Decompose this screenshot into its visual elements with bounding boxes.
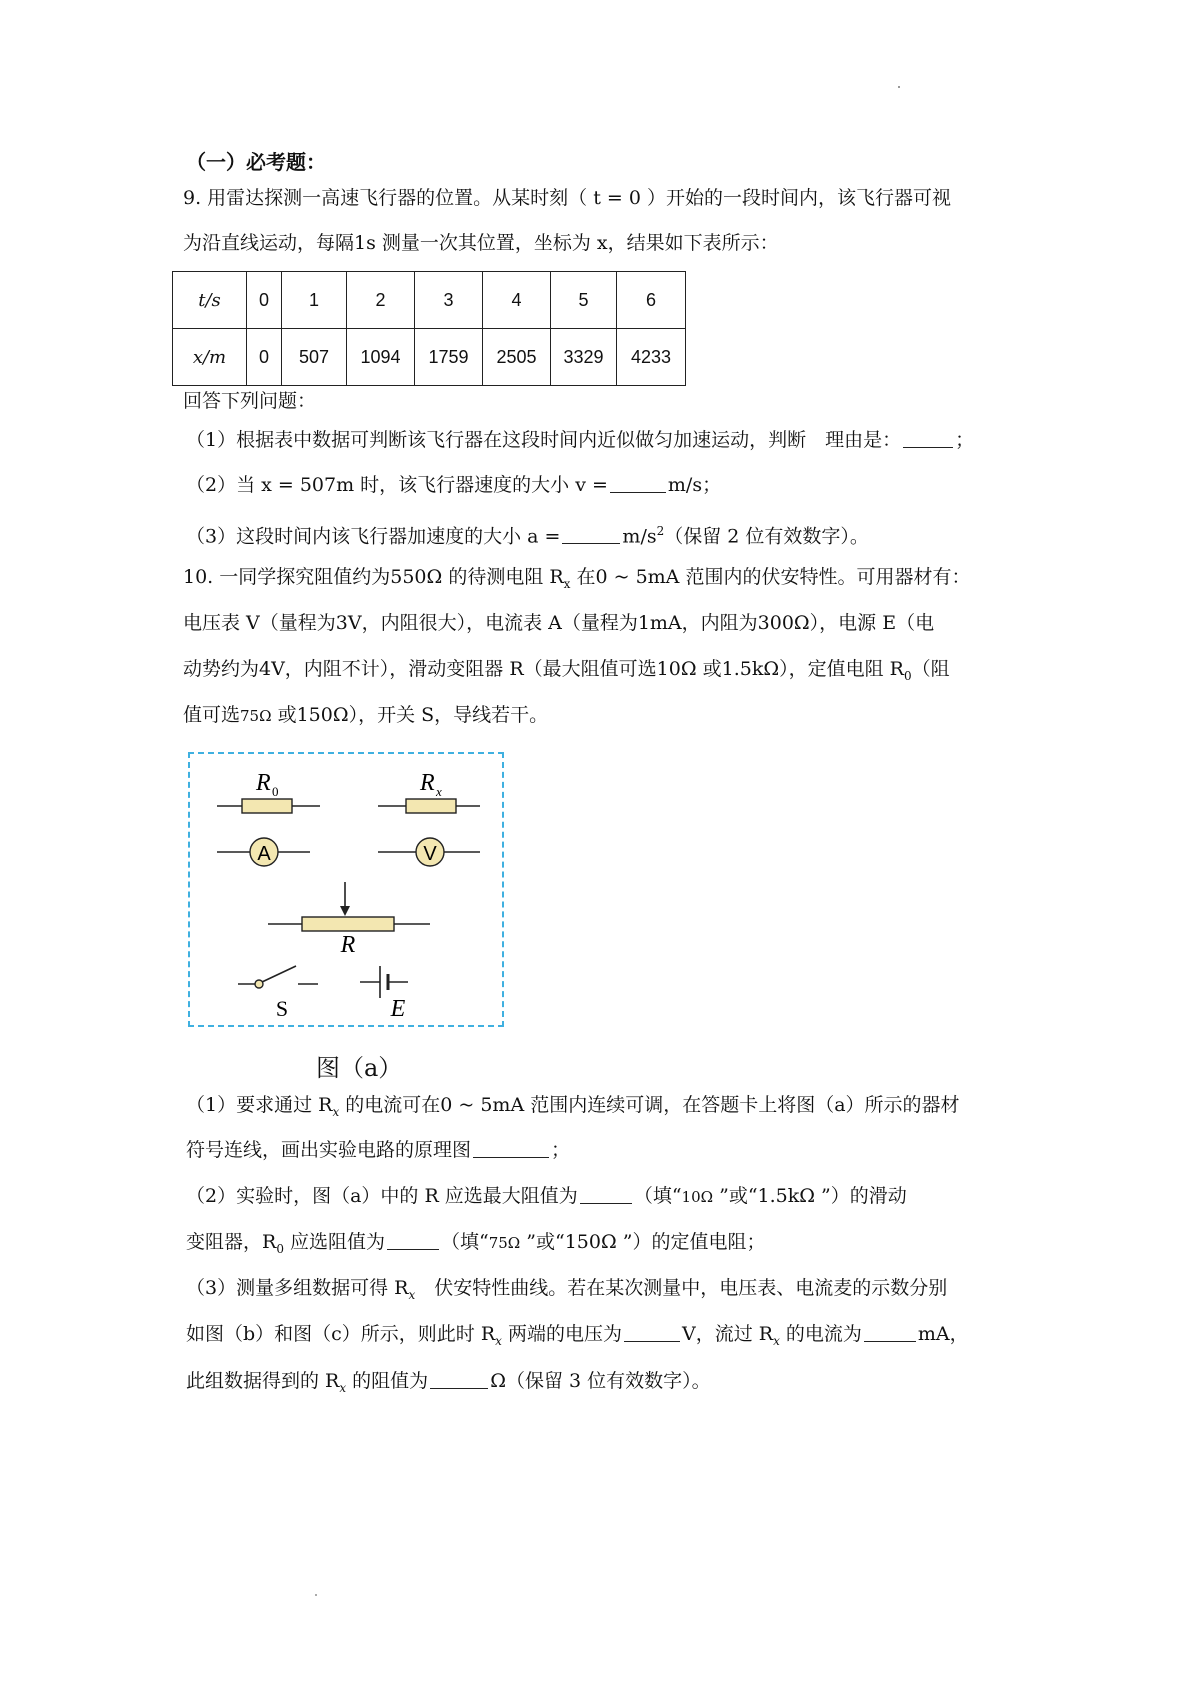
- resistor-rx-symbol: [378, 799, 480, 813]
- table-header-x: x/m: [173, 329, 247, 386]
- section-heading: （一）必考题：: [186, 150, 326, 174]
- q9-sub1-text: （1）根据表中数据可判断该飞行器在这段时间内近似做匀加速运动，判断 理由是：: [186, 429, 902, 451]
- q9-sub3-sup: 2: [656, 524, 665, 538]
- q10-sub2-l2-text-d: ”或“150Ω ”）的定值电阻；: [520, 1231, 766, 1253]
- q9-sub1: [186, 425, 974, 455]
- q10-sub3-text: （3）测量多组数据可得 R: [186, 1277, 409, 1299]
- label-r: R: [340, 932, 356, 958]
- subscript: x: [773, 1334, 780, 1348]
- q10-sub3-l2-text-e: mA，: [917, 1323, 969, 1345]
- q10-sub3-l3-text-c: Ω（保留 3 位有效数字）。: [490, 1370, 711, 1392]
- subscript: 0: [903, 669, 912, 683]
- table-cell: 0: [247, 272, 282, 329]
- battery-symbol: [360, 966, 408, 998]
- q9-sub1-end: ；: [955, 429, 975, 451]
- q10-line3-text-b: （阻: [911, 658, 950, 680]
- figure-a-caption: 图（a）: [316, 1054, 403, 1082]
- q10-sub3-l3-text-b: 的阻值为: [346, 1370, 429, 1392]
- label-r0: R: [256, 770, 271, 796]
- q9-prompt: 回答下列问题：: [183, 390, 317, 412]
- subscript: x: [495, 1334, 502, 1348]
- label-s: S: [275, 996, 289, 1021]
- answer-blank[interactable]: [562, 525, 620, 544]
- circuit-symbols-figure: [190, 754, 502, 1025]
- q9-data-table: [172, 271, 686, 386]
- q9-line1: 9. 用雷达探测一高速飞行器的位置。从某时刻（ t = 0 ）开始的一段时间内，该飞行器可视: [183, 187, 951, 209]
- q10-sub3-l2-text-c: V，流过 R: [681, 1323, 774, 1345]
- q10-sub1-l2-end: ；: [551, 1139, 571, 1161]
- q10-sub3-line2: [186, 1319, 969, 1356]
- q10-sub1-text: （1）要求通过 R: [186, 1094, 333, 1116]
- table-cell: 1: [282, 272, 347, 329]
- q10-sub1-line2: [186, 1135, 570, 1165]
- q10-sub1-line1: [186, 1090, 960, 1127]
- q9-sub3-text: （3）这段时间内该飞行器加速度的大小 a =: [186, 525, 561, 548]
- subscript: x: [563, 577, 571, 591]
- q10-line3: [183, 654, 950, 691]
- answer-blank[interactable]: [903, 429, 953, 448]
- table-cell: 1094: [347, 329, 415, 386]
- q10-sub1-text-b: 的电流可在0 ~ 5mA 范围内连续可调，在答题卡上将图（a）所示的器材: [339, 1094, 960, 1116]
- figure-a-box: [188, 752, 504, 1027]
- subscript: x: [339, 1381, 347, 1395]
- q10-line4-small: 75Ω: [240, 707, 272, 725]
- q9-sub3: [186, 516, 869, 551]
- label-rx: R: [420, 770, 435, 796]
- q10-line2: 电压表 V（量程为3V，内阻很大），电流表 A（量程为1mA，内阻为300Ω），电源 E（电: [183, 612, 935, 634]
- answer-blank[interactable]: [387, 1231, 439, 1250]
- q10-sub2-l2-text-c: （填“: [441, 1231, 489, 1253]
- q10-line4: [183, 700, 548, 731]
- q10-sub2-l2-small: 75Ω: [488, 1234, 521, 1252]
- answer-blank[interactable]: [430, 1370, 488, 1389]
- q10-sub2-l2-text-b: 应选阻值为: [283, 1231, 385, 1253]
- q10-sub2-text-c: ”或“1.5kΩ ”）的滑动: [713, 1185, 907, 1207]
- q10-sub3-line3: [186, 1366, 711, 1403]
- table-cell: 2505: [483, 329, 551, 386]
- q10-line3-text: 动势约为4V，内阻不计），滑动变阻器 R（最大阻值可选10Ω 或1.5kΩ），定值电阻 R: [183, 658, 904, 680]
- q10-sub2-small: 10Ω: [681, 1188, 714, 1206]
- rheostat-symbol: [268, 882, 430, 931]
- table-cell: 0: [247, 329, 282, 386]
- table-cell: 4: [483, 272, 551, 329]
- q10-line1-text: 10. 一同学探究阻值约为550Ω 的待测电阻 R: [183, 566, 564, 588]
- q10-sub3-line1: [186, 1273, 947, 1310]
- switch-symbol: [238, 966, 318, 988]
- subscript: x: [332, 1105, 340, 1119]
- subscript: x: [408, 1288, 416, 1302]
- q10-sub1-l2-text: 符号连线，画出实验电路的原理图: [186, 1139, 472, 1161]
- table-cell: 2: [347, 272, 415, 329]
- q9-line2: 为沿直线运动，每隔1s 测量一次其位置，坐标为 x，结果如下表所示：: [183, 232, 779, 254]
- q9-sub2-text: （2）当 x = 507m 时，该飞行器速度的大小 v =: [186, 474, 608, 496]
- table-cell: 3329: [551, 329, 617, 386]
- q10-line4-text: 值可选: [183, 704, 241, 726]
- q10-sub3-l2-text-b: 两端的电压为: [501, 1323, 622, 1345]
- table-row-t: [173, 272, 686, 329]
- q9-sub2: [186, 470, 721, 500]
- q10-sub2-text: （2）实验时，图（a）中的 R 应选最大阻值为: [186, 1185, 578, 1207]
- page-mark-dot: [898, 86, 900, 88]
- answer-blank[interactable]: [864, 1323, 916, 1342]
- q10-sub2-l2-text: 变阻器，R: [186, 1231, 277, 1253]
- q10-sub3-l2-text-d: 的电流为: [779, 1323, 862, 1345]
- answer-blank[interactable]: [610, 474, 666, 493]
- q10-sub3-l2-text: 如图（b）和图（c）所示，则此时 R: [186, 1323, 496, 1345]
- table-cell: 1759: [415, 329, 483, 386]
- answer-blank[interactable]: [473, 1139, 549, 1158]
- table-header-t: t/s: [173, 272, 247, 329]
- table-cell: 5: [551, 272, 617, 329]
- page-mark-dot: [315, 1594, 317, 1596]
- label-v: V: [423, 843, 437, 865]
- q10-line1-text-b: 在0 ~ 5mA 范围内的伏安特性。可用器材有：: [570, 566, 971, 588]
- answer-blank[interactable]: [580, 1185, 632, 1204]
- q10-line4-text-b: 或150Ω），开关 S，导线若干。: [271, 704, 549, 726]
- q9-sub3-unit: m/s: [622, 525, 657, 548]
- q10-sub2-line2: [186, 1227, 766, 1264]
- q10-sub2-text-b: （填“: [633, 1185, 682, 1207]
- label-e: E: [390, 996, 406, 1022]
- q9-sub2-unit: m/s；: [667, 474, 722, 496]
- table-row-x: [173, 329, 686, 386]
- q10-sub3-text-b: 伏安特性曲线。若在某次测量中，电压表、电流麦的示数分别: [415, 1277, 948, 1299]
- q10-line1: [183, 562, 970, 599]
- label-rx-sub: x: [436, 784, 442, 799]
- label-a: A: [257, 843, 271, 865]
- label-r0-sub: 0: [272, 784, 279, 799]
- q10-sub3-l3-text: 此组数据得到的 R: [186, 1370, 340, 1392]
- resistor-r0-symbol: [217, 799, 320, 813]
- table-cell: 3: [415, 272, 483, 329]
- table-cell: 507: [282, 329, 347, 386]
- table-cell: 6: [617, 272, 686, 329]
- q10-sub2-line1: [186, 1181, 907, 1212]
- q9-sub3-note: （保留 2 位有效数字）。: [664, 525, 869, 548]
- subscript: 0: [276, 1242, 284, 1256]
- table-cell: 4233: [617, 329, 686, 386]
- answer-blank[interactable]: [624, 1323, 680, 1342]
